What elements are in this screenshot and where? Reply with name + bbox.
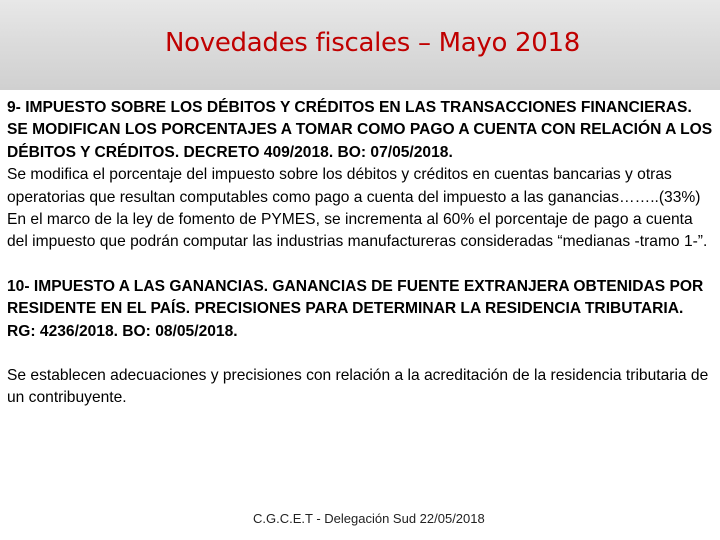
spacer (7, 343, 713, 365)
section-9-heading: 9- IMPUESTO SOBRE LOS DÉBITOS Y CRÉDITOS EN LAS TRANSACCIONES FINANCIERAS. SE MODIFICAN LOS PORCENTAJES A TOMAR COMO PAGO A CUENTA CON RELACIÓN A LOS DÉBITOS Y CRÉDITOS. DECRETO 409/2018. BO: 07/05/2018. (7, 99, 713, 161)
section-10-paragraph-1: Se establecen adecuaciones y precisiones con relación a la acreditación de la residencia tributaria de un contribuyente. (7, 367, 709, 407)
section-10-heading: 10- IMPUESTO A LAS GANANCIAS. GANANCIAS DE FUENTE EXTRANJERA OBTENIDAS POR RESIDENTE EN EL PAÍS. PRECISIONES PARA DETERMINAR LA RESIDENCIA TRIBUTARIA. RG: 4236/2018. BO: 08/05/2018. (7, 277, 704, 340)
section-9-paragraph-2: En el marco de la ley de fomento de PYMES, se incrementa al 60% el porcentaje de pago a cuenta del impuesto que podrán computar las industrias manufactureras consideradas “medianas -tramo 1-”. (7, 211, 708, 251)
spacer (7, 254, 713, 276)
slide-title: Novedades fiscales – Mayo 2018 (164, 28, 581, 58)
slide-header (0, 0, 720, 90)
section-9-paragraph-1: Se modifica el porcentaje del impuesto sobre los débitos y créditos en cuentas bancarias y otras operatorias que resultan computables como pago a cuenta del impuesto a las ganancias……..(33%) (7, 166, 701, 206)
slide-content (7, 97, 713, 410)
slide-footer: C.G.C.E.T - Delegación Sud 22/05/2018 (253, 511, 485, 526)
